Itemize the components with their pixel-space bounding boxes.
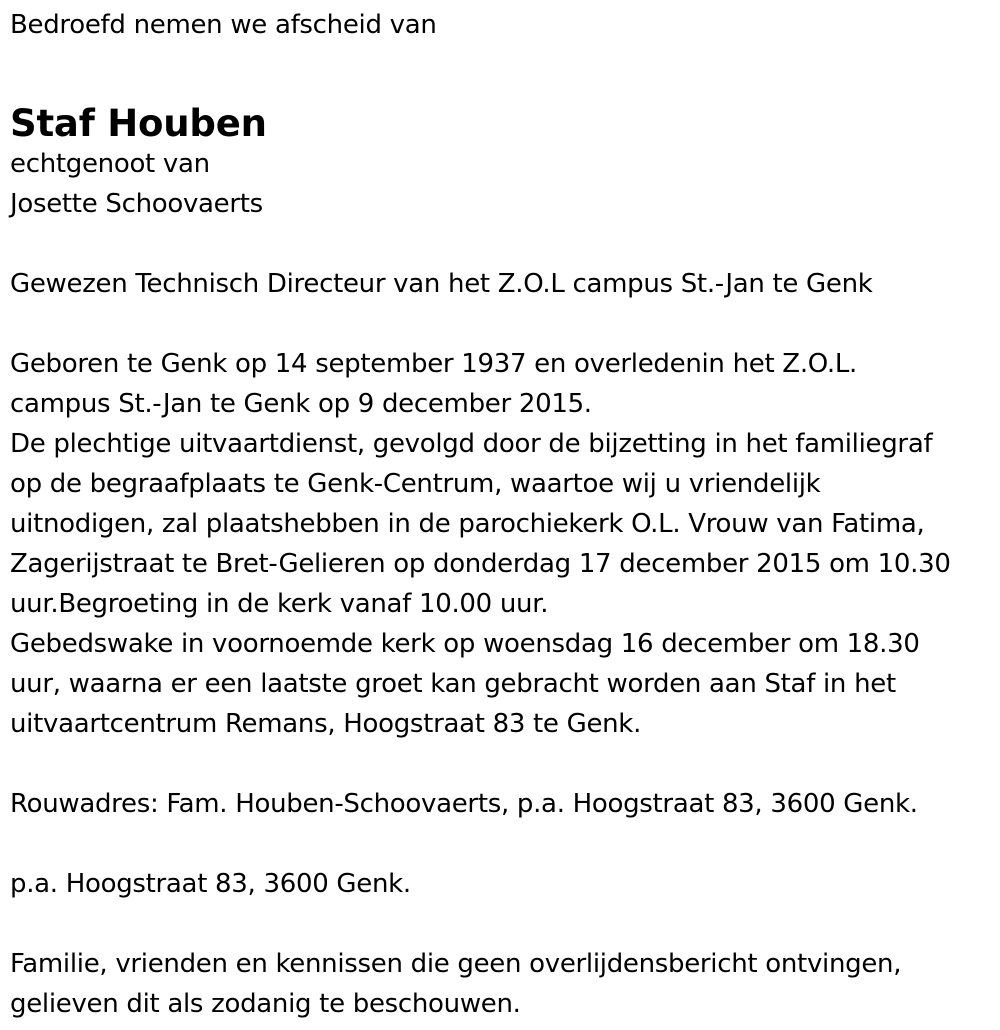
occupation-text: Gewezen Technisch Directeur van het Z.O.L campus St.-Jan te Genk bbox=[10, 269, 873, 299]
spacer bbox=[10, 824, 995, 864]
intro-text: Bedroefd nemen we afscheid van bbox=[10, 10, 437, 40]
body-line: campus St.-Jan te Genk op 9 december 2015. bbox=[10, 389, 592, 419]
body-line: Geboren te Genk op 14 september 1937 en overledenin het Z.O.L. bbox=[10, 349, 858, 379]
body-line: De plechtige uitvaartdienst, gevolgd door de bijzetting in het familiegraf bbox=[10, 429, 933, 459]
funeral-details bbox=[10, 344, 995, 744]
body-line: Zagerijstraat te Bret-Gelieren op donderdag 17 december 2015 om 10.30 bbox=[10, 549, 951, 579]
spouse-name: Josette Schoovaerts bbox=[10, 189, 263, 219]
obituary-notice bbox=[10, 0, 995, 1024]
body-line: uitnodigen, zal plaatshebben in de parochiekerk O.L. Vrouw van Fatima, bbox=[10, 509, 925, 539]
closing-line: gelieven dit als zodanig te beschouwen. bbox=[10, 989, 521, 1019]
address-repeat: p.a. Hoogstraat 83, 3600 Genk. bbox=[10, 869, 411, 899]
closing-line: Familie, vrienden en kennissen die geen overlijdensbericht ontvingen, bbox=[10, 949, 902, 979]
mourning-address: Rouwadres: Fam. Houben-Schoovaerts, p.a. Hoogstraat 83, 3600 Genk. bbox=[10, 789, 918, 819]
spacer bbox=[10, 744, 995, 784]
body-line: op de begraafplaats te Genk-Centrum, waartoe wij u vriendelijk bbox=[10, 469, 821, 499]
body-line: uitvaartcentrum Remans, Hoogstraat 83 te Genk. bbox=[10, 709, 642, 739]
closing-note bbox=[10, 944, 995, 1024]
spacer bbox=[10, 304, 995, 344]
deceased-name: Staf Houben bbox=[10, 102, 267, 145]
spacer bbox=[10, 224, 995, 264]
body-line: Gebedswake in voornoemde kerk op woensdag 16 december om 18.30 bbox=[10, 629, 920, 659]
body-line: uur.Begroeting in de kerk vanaf 10.00 uur. bbox=[10, 589, 549, 619]
spouse-label: echtgenoot van bbox=[10, 149, 210, 179]
body-line: uur, waarna er een laatste groet kan gebracht worden aan Staf in het bbox=[10, 669, 896, 699]
spacer bbox=[10, 904, 995, 944]
